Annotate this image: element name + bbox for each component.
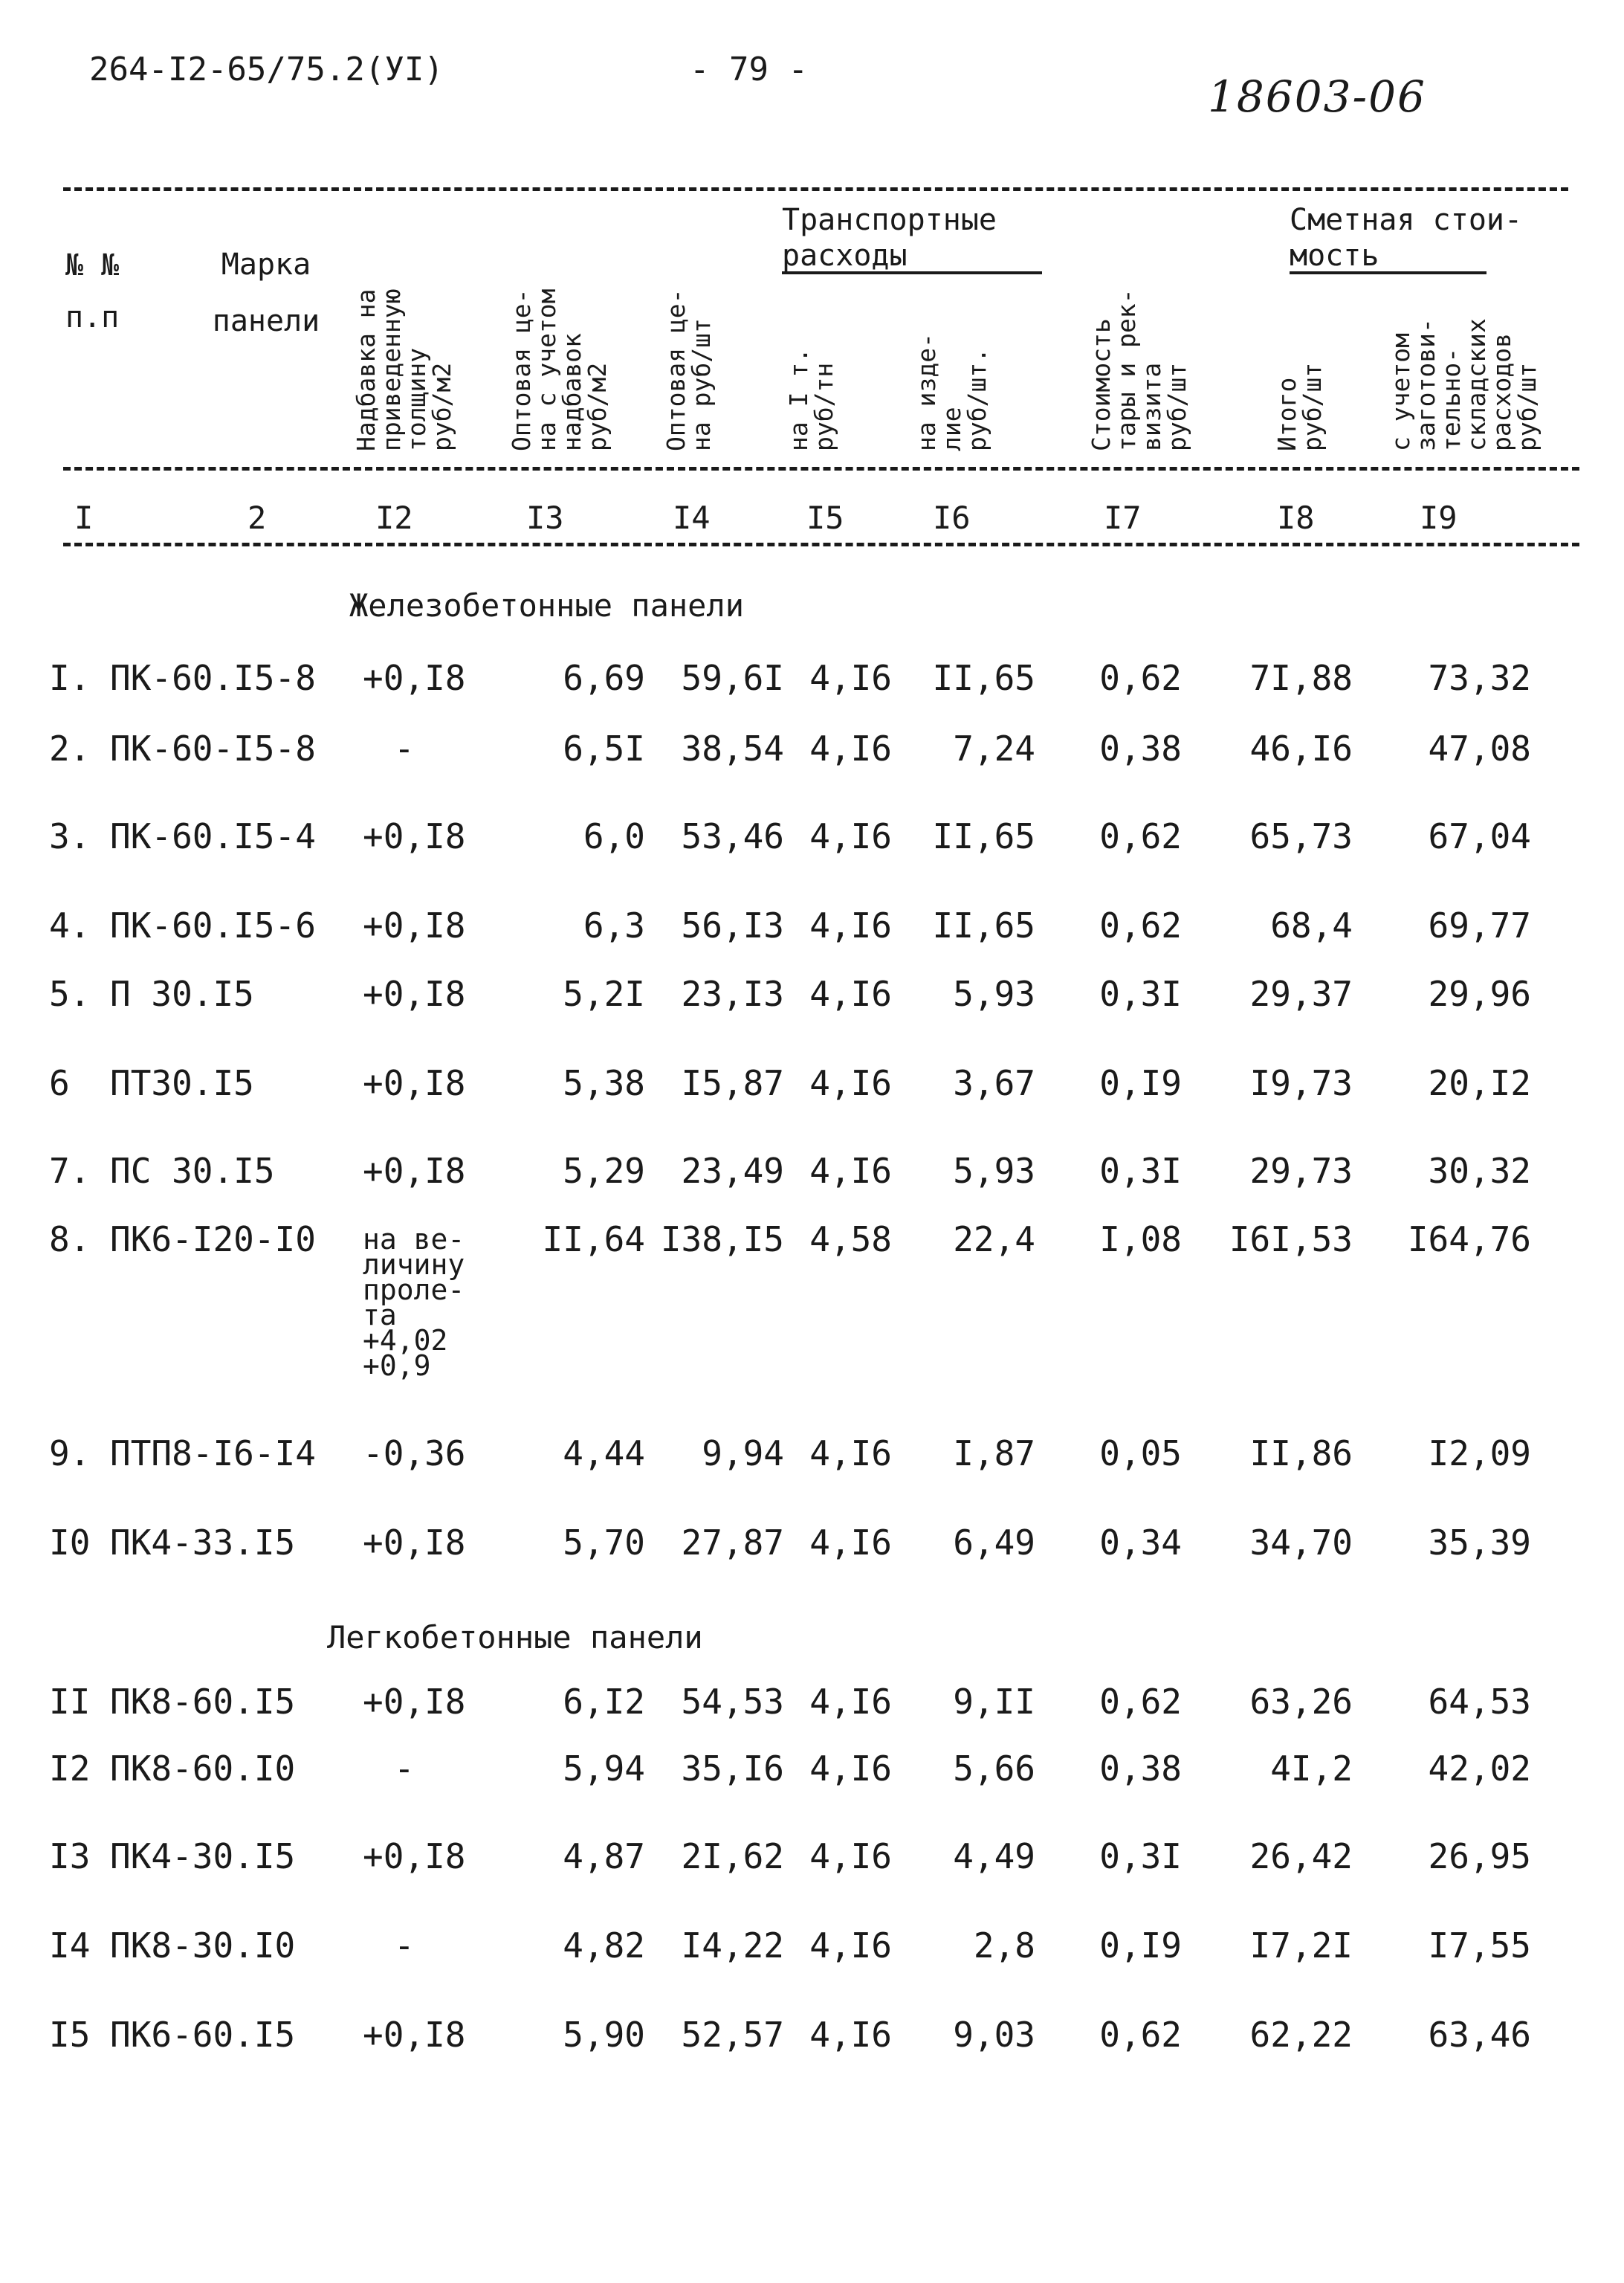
cell-c13: 5,94	[563, 1748, 645, 1789]
cell-mark: ПК8-30.I0	[110, 1925, 296, 1966]
cell-c17: 0,I9	[1099, 1925, 1182, 1966]
cell-c15: 4,I6	[809, 1522, 892, 1563]
cell-c15: 4,I6	[809, 1836, 892, 1876]
page-number: - 79 -	[690, 51, 808, 88]
cell-c12: +0,I8	[363, 905, 466, 946]
cell-n: 8.	[49, 1219, 91, 1259]
header-number-line2: п.п	[65, 300, 120, 335]
cell-n: 4.	[49, 905, 91, 946]
cell-c18: 4I,2	[1270, 1748, 1353, 1789]
cell-c15: 4,I6	[809, 1682, 892, 1722]
colnum-13: I3	[526, 500, 564, 536]
cell-c12: -	[394, 729, 415, 769]
cell-c13: 5,38	[563, 1063, 645, 1103]
cell-c16: 22,4	[953, 1219, 1035, 1259]
cell-c13: 4,87	[563, 1836, 645, 1876]
cell-c16: 3,67	[953, 1063, 1035, 1103]
header-marka-line1: Марка	[221, 248, 311, 282]
colnum-17: I7	[1104, 500, 1142, 536]
cell-c18: 34,70	[1249, 1522, 1353, 1563]
colnum-2: 2	[248, 500, 267, 536]
header-number	[65, 239, 119, 343]
colnum-16: I6	[933, 500, 971, 536]
cell-c14: 56,I3	[681, 905, 784, 946]
cell-c17: 0,3I	[1099, 1836, 1182, 1876]
cell-c14: 9,94	[702, 1433, 784, 1473]
cell-c13: 4,82	[563, 1925, 645, 1966]
cell-mark: ПК4-33.I5	[110, 1522, 296, 1563]
transport-underline	[782, 271, 1042, 274]
cell-c14: 59,6I	[681, 658, 784, 698]
cell-c14: 38,54	[681, 729, 784, 769]
cell-c12: +0,I8	[363, 974, 466, 1014]
cell-c17: 0,62	[1099, 905, 1182, 946]
cell-c14: 54,53	[681, 1682, 784, 1722]
cell-c15: 4,I6	[809, 1748, 892, 1789]
cell-c15: 4,I6	[809, 816, 892, 856]
cell-c12: -	[394, 1925, 415, 1966]
cell-c12: на ве- личину проле- та +4,02 +0,9	[363, 1223, 465, 1382]
cell-n: 7.	[49, 1151, 91, 1191]
cell-c16: 5,93	[953, 974, 1035, 1014]
cell-mark: ПК-60.I5-8	[110, 658, 316, 698]
cell-c15: 4,I6	[809, 1433, 892, 1473]
cell-c15: 4,I6	[809, 1925, 892, 1966]
colnum-14: I4	[673, 500, 711, 536]
cell-c19: I7,55	[1428, 1925, 1531, 1966]
cell-c18: I6I,53	[1229, 1219, 1353, 1259]
cell-mark: ПК-60.I5-6	[110, 905, 316, 946]
cell-c19: 69,77	[1428, 905, 1531, 946]
colnum-18: I8	[1277, 500, 1315, 536]
cell-c15: 4,I6	[809, 729, 892, 769]
cell-mark: ПТ30.I5	[110, 1063, 254, 1103]
cell-n: 6	[49, 1063, 70, 1103]
cell-c14: 23,I3	[681, 974, 784, 1014]
cell-n: 3.	[49, 816, 91, 856]
cell-c17: 0,34	[1099, 1522, 1182, 1563]
cell-c19: 26,95	[1428, 1836, 1531, 1876]
cell-c17: 0,62	[1099, 1682, 1182, 1722]
cell-c17: 0,38	[1099, 1748, 1182, 1789]
cell-c13: 6,5I	[563, 729, 645, 769]
cell-n: I2	[49, 1748, 91, 1789]
cell-mark: ПК6-I20-I0	[110, 1219, 316, 1259]
cell-c12: +0,I8	[363, 2015, 466, 2055]
cell-c12: +0,I8	[363, 1522, 466, 1563]
cell-c16: 9,03	[953, 2015, 1035, 2055]
section-title-reinforced: Железобетонные панели	[349, 587, 745, 624]
cell-mark: ПТП8-I6-I4	[110, 1433, 316, 1473]
cell-c17: 0,3I	[1099, 1151, 1182, 1191]
cell-n: I4	[49, 1925, 91, 1966]
cell-c13: II,64	[542, 1219, 645, 1259]
cell-c19: 63,46	[1428, 2015, 1531, 2055]
cell-n: 2.	[49, 729, 91, 769]
section-title-lightweight: Легкобетонные панели	[327, 1619, 703, 1656]
cell-n: II	[49, 1682, 91, 1722]
header-col16: на изде- лие руб/шт.	[912, 333, 991, 451]
header-col12: Надбавка на приведенную толщину руб/м2	[352, 288, 456, 451]
cell-c16: 5,66	[953, 1748, 1035, 1789]
cell-c16: 2,8	[973, 1925, 1035, 1966]
header-marka	[192, 236, 340, 349]
cell-c15: 4,I6	[809, 1063, 892, 1103]
cell-c18: 68,4	[1270, 905, 1353, 946]
cell-c17: 0,05	[1099, 1433, 1182, 1473]
cell-c12: +0,I8	[363, 1063, 466, 1103]
cell-c14: 23,49	[681, 1151, 784, 1191]
cell-c16: 9,II	[953, 1682, 1035, 1722]
colnum-12: I2	[375, 500, 413, 536]
cell-c14: I4,22	[681, 1925, 784, 1966]
cell-c15: 4,I6	[809, 2015, 892, 2055]
cell-c13: 6,69	[563, 658, 645, 698]
cell-c12: +0,I8	[363, 816, 466, 856]
cell-c19: 30,32	[1428, 1151, 1531, 1191]
cell-c13: 6,3	[583, 905, 645, 946]
cell-c13: 5,2I	[563, 974, 645, 1014]
handwritten-number: 18603-06	[1208, 71, 1426, 122]
cell-c15: 4,I6	[809, 905, 892, 946]
cell-c15: 4,I6	[809, 658, 892, 698]
cell-c19: 47,08	[1428, 729, 1531, 769]
cell-mark: ПК6-60.I5	[110, 2015, 296, 2055]
cell-c18: 29,73	[1249, 1151, 1353, 1191]
cell-c13: 5,90	[563, 2015, 645, 2055]
cell-c12: +0,I8	[363, 1682, 466, 1722]
header-marka-line2: панели	[212, 304, 320, 338]
header-smeta: Сметная стои- мость	[1290, 203, 1523, 273]
cell-n: I3	[49, 1836, 91, 1876]
cell-c15: 4,I6	[809, 974, 892, 1014]
cell-mark: ПС 30.I5	[110, 1151, 275, 1191]
cell-c12: -0,36	[363, 1433, 466, 1473]
header-transport: Транспортные расходы	[782, 203, 997, 273]
header-col19: с учетом заготови- тельно- складских расходов руб/шт	[1386, 318, 1541, 451]
cell-c16: 7,24	[953, 729, 1035, 769]
header-number-line1: № №	[65, 248, 120, 282]
cell-c18: 26,42	[1249, 1836, 1353, 1876]
cell-n: 5.	[49, 974, 91, 1014]
cell-c17: 0,I9	[1099, 1063, 1182, 1103]
cell-c14: I5,87	[681, 1063, 784, 1103]
colnum-1: I	[74, 500, 94, 536]
cell-n: 9.	[49, 1433, 91, 1473]
cell-c12: -	[394, 1748, 415, 1789]
cell-c17: 0,62	[1099, 816, 1182, 856]
cell-c12: +0,I8	[363, 1836, 466, 1876]
cell-c17: 0,62	[1099, 658, 1182, 698]
cell-c16: 6,49	[953, 1522, 1035, 1563]
cell-c16: I,87	[953, 1433, 1035, 1473]
cell-c14: 53,46	[681, 816, 784, 856]
cell-c19: 20,I2	[1428, 1063, 1531, 1103]
cell-c14: I38,I5	[660, 1219, 784, 1259]
cell-c16: II,65	[932, 905, 1035, 946]
cell-c17: 0,62	[1099, 2015, 1182, 2055]
cell-n: I.	[49, 658, 91, 698]
cell-n: I5	[49, 2015, 91, 2055]
cell-c14: 2I,62	[681, 1836, 784, 1876]
cell-c19: 67,04	[1428, 816, 1531, 856]
cell-c19: 42,02	[1428, 1748, 1531, 1789]
cell-mark: П 30.I5	[110, 974, 254, 1014]
cell-c18: 7I,88	[1249, 658, 1353, 698]
cell-c18: 46,I6	[1249, 729, 1353, 769]
cell-c19: 29,96	[1428, 974, 1531, 1014]
cell-c19: I64,76	[1407, 1219, 1531, 1259]
colnum-rule	[63, 543, 1579, 546]
header-col14: Оптовая це- на руб/шт	[661, 288, 716, 451]
cell-c13: 5,70	[563, 1522, 645, 1563]
cell-mark: ПК-60.I5-4	[110, 816, 316, 856]
cell-mark: ПК-60-I5-8	[110, 729, 316, 769]
cell-c17: 0,3I	[1099, 974, 1182, 1014]
cell-c12: +0,I8	[363, 658, 466, 698]
header-col17: Стоимость тары и рек- визита руб/шт	[1087, 288, 1191, 451]
cell-c14: 27,87	[681, 1522, 784, 1563]
cell-c18: 29,37	[1249, 974, 1353, 1014]
header-col15: на I т. руб/тн	[784, 347, 838, 451]
cell-c13: 6,0	[583, 816, 645, 856]
header-bottom-rule	[63, 467, 1579, 471]
header-col18: Итого руб/шт	[1272, 362, 1327, 451]
cell-c18: 62,22	[1249, 2015, 1353, 2055]
cell-c16: II,65	[932, 658, 1035, 698]
cell-c19: I2,09	[1428, 1433, 1531, 1473]
cell-n: I0	[49, 1522, 91, 1563]
cell-c16: 4,49	[953, 1836, 1035, 1876]
cell-mark: ПК4-30.I5	[110, 1836, 296, 1876]
cell-c17: I,08	[1099, 1219, 1182, 1259]
cell-c13: 4,44	[563, 1433, 645, 1473]
cell-c13: 6,I2	[563, 1682, 645, 1722]
colnum-19: I9	[1420, 500, 1458, 536]
cell-c18: 65,73	[1249, 816, 1353, 856]
document-code: 264-I2-65/75.2(УI)	[89, 51, 444, 88]
cell-c12: +0,I8	[363, 1151, 466, 1191]
cell-c16: II,65	[932, 816, 1035, 856]
cell-c14: 52,57	[681, 2015, 784, 2055]
cell-c18: 63,26	[1249, 1682, 1353, 1722]
cell-c18: I9,73	[1249, 1063, 1353, 1103]
header-col13: Оптовая це- на с учетом надбавок руб/м2	[507, 288, 612, 451]
cell-c17: 0,38	[1099, 729, 1182, 769]
cell-mark: ПК8-60.I5	[110, 1682, 296, 1722]
header-top-rule	[63, 187, 1568, 191]
cell-c18: I7,2I	[1249, 1925, 1353, 1966]
cell-c19: 64,53	[1428, 1682, 1531, 1722]
cell-c19: 35,39	[1428, 1522, 1531, 1563]
cell-mark: ПК8-60.I0	[110, 1748, 296, 1789]
cell-c19: 73,32	[1428, 658, 1531, 698]
cell-c18: II,86	[1249, 1433, 1353, 1473]
cell-c13: 5,29	[563, 1151, 645, 1191]
cell-c15: 4,58	[809, 1219, 892, 1259]
cell-c14: 35,I6	[681, 1748, 784, 1789]
colnum-15: I5	[806, 500, 844, 536]
cell-c15: 4,I6	[809, 1151, 892, 1191]
cell-c16: 5,93	[953, 1151, 1035, 1191]
